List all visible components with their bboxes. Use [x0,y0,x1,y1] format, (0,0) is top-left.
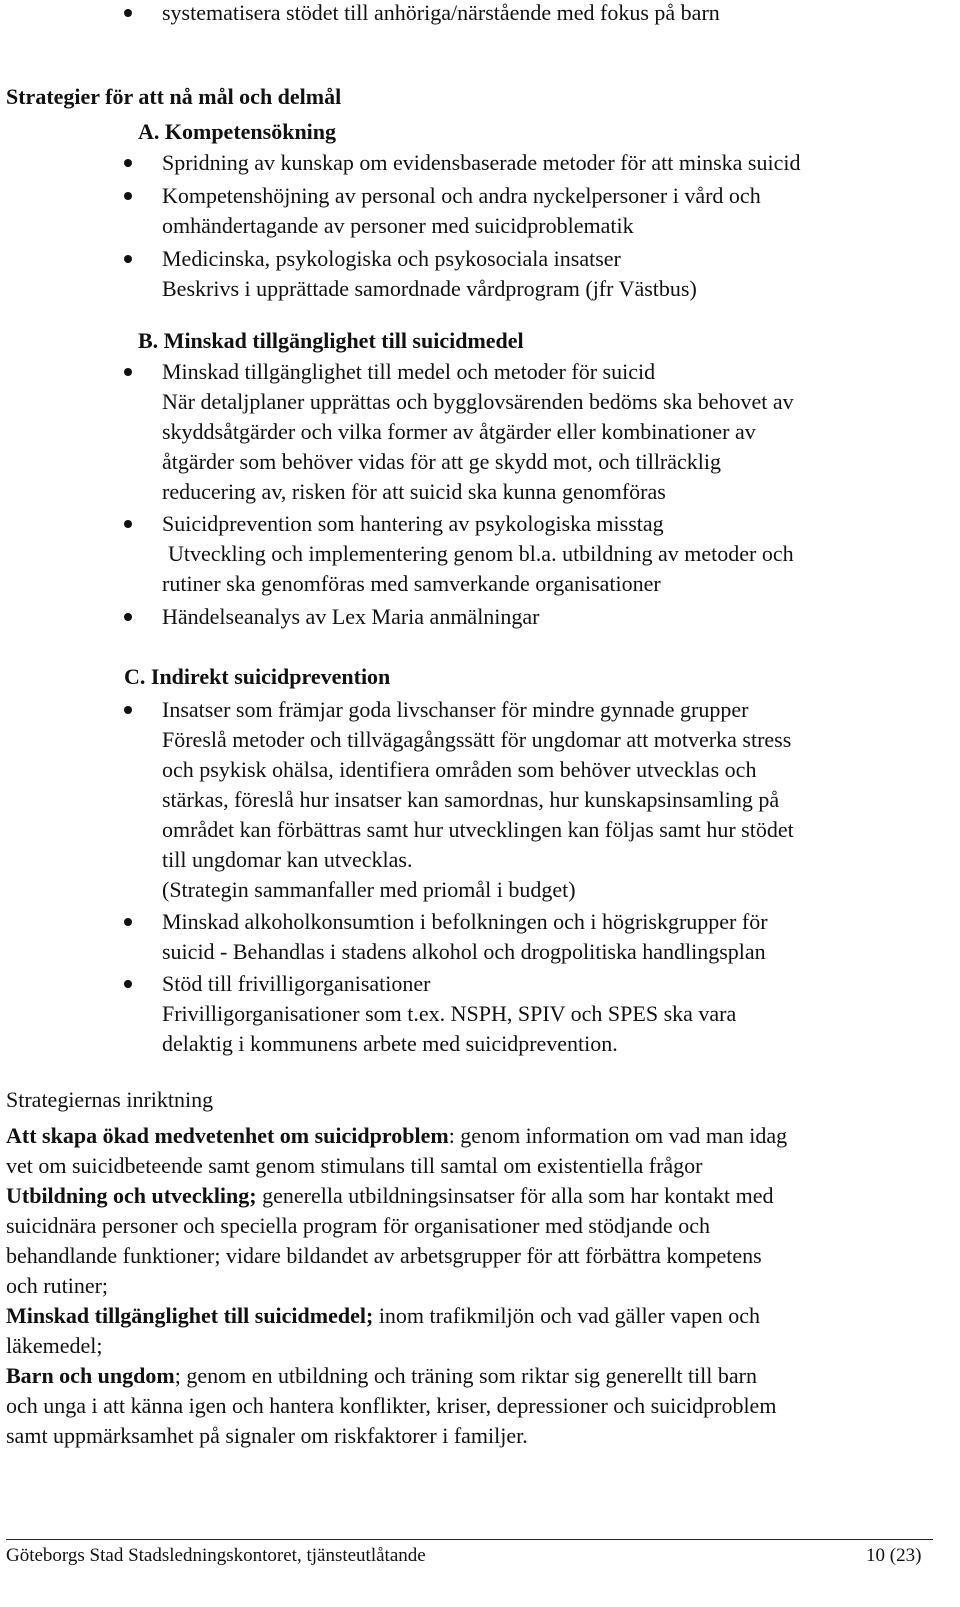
bullet-icon [124,9,132,17]
section-a-item-cont: Beskrivs i upprättade samordnade vårdprogram (jfr Västbus) [162,276,697,301]
strategies-heading: Strategier för att nå mål och delmål [6,84,342,109]
bullet-icon [124,159,132,167]
section-b-item-cont: åtgärder som behöver vidas för att ge skydd mot, och tillräcklig [162,449,722,474]
section-c-item: Insatser som främjar goda livschanser för mindre gynnade grupper [162,697,749,722]
section-b-item: Suicidprevention som hantering av psykologiska misstag [162,511,664,536]
section-c-item-cont: (Strategin sammanfaller med priomål i budget) [162,877,576,902]
section-b-label: B. Minskad tillgänglighet till suicidmedel [138,328,524,353]
footer-divider [6,1539,933,1540]
direction-term: Barn och ungdom [6,1363,175,1388]
section-b-item-cont: skyddsåtgärder och vilka former av åtgärder eller kombinationer av [162,419,756,444]
section-c-item-cont: Frivilligorganisationer som t.ex. NSPH, SPIV och SPES ska vara [162,1001,737,1026]
section-a-item: Spridning av kunskap om evidensbaserade metoder för att minska suicid [162,150,801,175]
section-c-item-cont: området kan förbättras samt hur utvecklingen kan följas samt hur stödet [162,817,794,842]
intro-bullet-text: systematisera stödet till anhöriga/närstående med fokus på barn [162,0,720,25]
direction-term: Att skapa ökad medvetenhet om suicidproblem [6,1123,449,1148]
direction-paragraph-line [6,1121,787,1151]
bullet-icon [124,255,132,263]
section-a-item: Medicinska, psykologiska och psykosociala insatser [162,246,621,271]
section-a-label: A. Kompetensökning [138,119,337,144]
section-a-item-cont: omhändertagande av personer med suicidproblematik [162,213,634,238]
bullet-icon [124,980,132,988]
direction-heading: Strategiernas inriktning [6,1087,214,1112]
section-c-item-cont: till ungdomar kan utvecklas. [162,847,413,872]
section-b-item-cont: När detaljplaner upprättas och bygglovsärenden bedöms ska behovet av [162,389,794,414]
section-c-item-cont: och psykisk ohälsa, identifiera områden som behöver utvecklas och [162,757,757,782]
bullet-icon [124,368,132,376]
direction-paragraph-line: läkemedel; [6,1333,103,1358]
section-c-item-cont: stärkas, föreslå hur insatser kan samordnas, hur kunskapsinsamling på [162,787,780,812]
footer-page-number: 10 (23) [866,1545,922,1566]
section-b-item-cont: reducering av, risken för att suicid ska kunna genomföras [162,479,666,504]
direction-paragraph-line: vet om suicidbeteende samt genom stimulans till samtal om existentiella frågor [6,1153,703,1178]
direction-paragraph-line [6,1361,757,1391]
bullet-icon [124,520,132,528]
direction-paragraph-line [6,1301,760,1331]
section-c-item-cont: suicid - Behandlas i stadens alkohol och drogpolitiska handlingsplan [162,939,766,964]
direction-term: Utbildning och utveckling; [6,1183,257,1208]
section-c-item-cont: Föreslå metoder och tillvägagångssätt för ungdomar att motverka stress [162,727,792,752]
direction-text: generella utbildningsinsatser för alla som har kontakt med [256,1183,774,1208]
direction-text: : genom information om vad man idag [448,1123,788,1148]
direction-term: Minskad tillgänglighet till suicidmedel; [6,1303,374,1328]
bullet-icon [124,918,132,926]
section-b-item: Händelseanalys av Lex Maria anmälningar [162,604,540,629]
section-c-item-cont: delaktig i kommunens arbete med suicidprevention. [162,1031,618,1056]
bullet-icon [124,706,132,714]
direction-paragraph-line [6,1181,773,1211]
direction-paragraph-line: suicidnära personer och speciella program för organisationer med stödjande och [6,1213,710,1238]
direction-paragraph-line: samt uppmärksamhet på signaler om riskfaktorer i familjer. [6,1423,528,1448]
section-a-item: Kompetenshöjning av personal och andra nyckelpersoner i vård och [162,183,761,208]
bullet-icon [124,613,132,621]
section-c-label: C. Indirekt suicidprevention [124,664,391,689]
section-b-item-cont: Utveckling och implementering genom bl.a. utbildning av metoder och [168,541,794,566]
direction-text: inom trafikmiljön och vad gäller vapen och [373,1303,761,1328]
section-c-item: Minskad alkoholkonsumtion i befolkningen och i högriskgrupper för [162,909,768,934]
direction-paragraph-line: behandlande funktioner; vidare bildandet av arbetsgrupper för att förbättra kompetens [6,1243,762,1268]
direction-text: ; genom en utbildning och träning som riktar sig generellt till barn [174,1363,757,1388]
footer-org: Göteborgs Stad Stadsledningskontoret, tjänsteutlåtande [6,1545,426,1566]
direction-paragraph-line: och rutiner; [6,1273,109,1298]
section-c-item: Stöd till frivilligorganisationer [162,971,431,996]
section-b-item: Minskad tillgänglighet till medel och metoder för suicid [162,359,656,384]
bullet-icon [124,192,132,200]
direction-paragraph-line: och unga i att känna igen och hantera konflikter, kriser, depressioner och suicidproblem [6,1393,777,1418]
section-b-item-cont: rutiner ska genomföras med samverkande organisationer [162,571,661,596]
